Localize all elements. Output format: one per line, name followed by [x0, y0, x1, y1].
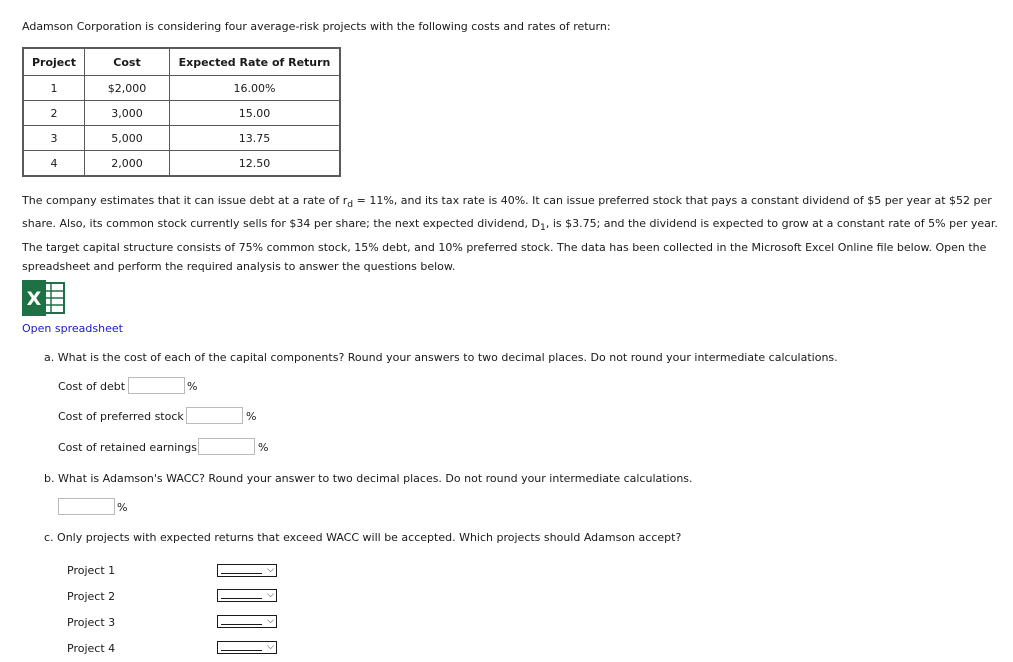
table-row: [23, 76, 340, 101]
table-row: [23, 151, 340, 177]
table-header-row: [23, 48, 340, 76]
question-b-text: b. What is Adamson's WACC? Round your answer to two decimal places. Do not round your intermediate calculations.: [44, 472, 693, 485]
cell-cost: $2,000: [85, 76, 170, 101]
project-2-label: Project 2: [67, 590, 116, 603]
cell-cost: 3,000: [85, 101, 170, 126]
cost-of-preferred-unit: %: [246, 410, 257, 423]
cost-of-preferred-input[interactable]: [186, 407, 243, 424]
cost-of-preferred-label: Cost of preferred stock: [58, 410, 184, 423]
cell-project: 4: [23, 151, 85, 177]
chevron-down-icon: ⌵: [267, 565, 274, 575]
project-3-select[interactable]: [217, 615, 277, 628]
question-c-text: c. Only projects with expected returns that exceed WACC will be accepted. Which projects should Adamson accept?: [44, 531, 682, 544]
cell-cost: 5,000: [85, 126, 170, 151]
header-expected-return: Expected Rate of Return: [170, 48, 341, 76]
paragraph-part-2: = 11%, and its tax rate is 40%. It can issue preferred stock that pays a constant dividend of $5 per year at $52 per share. Also, its common stock currently sells for $34 per share; the next expected dividend, D: [22, 194, 992, 231]
cost-of-debt-label: Cost of debt: [58, 380, 126, 393]
question-a-text: a. What is the cost of each of the capital components? Round your answers to two decimal places. Do not round your intermediate calculations.: [44, 351, 838, 364]
excel-icon[interactable]: [22, 280, 66, 316]
cost-of-debt-input[interactable]: [128, 377, 185, 394]
intro-text: Adamson Corporation is considering four average-risk projects with the following costs and rates of return:: [22, 20, 611, 33]
chevron-down-icon: ⌵: [267, 616, 274, 626]
paragraph-part-1: The company estimates that it can issue debt at a rate of r: [22, 194, 348, 207]
project-1-label: Project 1: [67, 564, 116, 577]
table-row: [23, 101, 340, 126]
header-project: Project: [23, 48, 85, 76]
cost-of-retained-earnings-input[interactable]: [198, 438, 255, 455]
subscript-d: d: [347, 199, 354, 211]
excel-icon-letter: X: [26, 288, 42, 310]
chevron-down-icon: ⌵: [267, 590, 274, 600]
projects-table: [22, 47, 341, 177]
cost-of-retained-earnings-label: Cost of retained earnings: [58, 441, 197, 454]
project-2-select[interactable]: [217, 589, 277, 602]
chevron-down-icon: ⌵: [267, 642, 274, 652]
project-3-label: Project 3: [67, 616, 116, 629]
subscript-1: 1: [540, 222, 546, 234]
cell-return: 15.00: [170, 101, 341, 126]
project-4-label: Project 4: [67, 642, 116, 655]
cell-return: 16.00%: [170, 76, 341, 101]
cell-cost: 2,000: [85, 151, 170, 177]
wacc-input[interactable]: [58, 498, 115, 515]
open-spreadsheet-link[interactable]: Open spreadsheet: [22, 322, 123, 335]
cell-project: 1: [23, 76, 85, 101]
cell-project: 2: [23, 101, 85, 126]
project-4-select[interactable]: [217, 641, 277, 654]
cost-of-retained-earnings-unit: %: [258, 441, 269, 454]
paragraph-part-3: , is $3.75; and the dividend is expected to grow at a constant rate of 5% per year. The target capital structure consists of 75% common stock, 15% debt, and 10% preferred stock. The data has been collected in the Microsoft Excel Online file below. Open the spreadsheet and perform the required analysis to answer the questions below.: [22, 217, 998, 274]
cell-project: 3: [23, 126, 85, 151]
cost-of-debt-unit: %: [187, 380, 198, 393]
project-1-select[interactable]: [217, 564, 277, 577]
problem-paragraph: [22, 191, 1000, 277]
cell-return: 12.50: [170, 151, 341, 177]
wacc-unit: %: [117, 501, 128, 514]
cell-return: 13.75: [170, 126, 341, 151]
table-row: [23, 126, 340, 151]
header-cost: Cost: [85, 48, 170, 76]
